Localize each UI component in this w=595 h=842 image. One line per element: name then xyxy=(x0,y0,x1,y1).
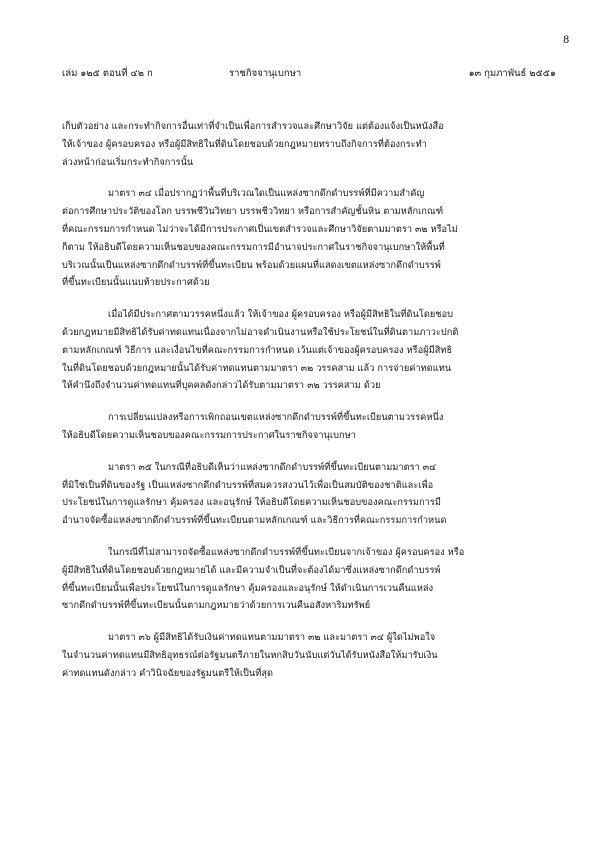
text-line: เมื่อได้มีประกาศตามวรรคหนึ่งแล้ว ให้เจ้าของ ผู้ครอบครอง หรือผู้มีสิทธิในที่ดินโดยชอบ xyxy=(108,309,454,321)
text-line: ให้คำนึงถึงจำนวนค่าทดแทนที่บุคคลดังกล่าวได้รับตามมาตรา ๓๒ วรรคสาม ด้วย xyxy=(62,380,381,392)
paragraph xyxy=(62,118,556,171)
text-line: ในที่ดินโดยชอบด้วยกฎหมายนั้นได้รับค่าทดแทนตามมาตรา ๓๒ วรรคสาม แล้ว การจ่ายค่าทดแทน xyxy=(62,362,452,374)
text-line: ที่ขึ้นทะเบียนนั้นเพื่อประโยชน์ในการดูแลรักษา คุ้มครองและอนุรักษ์ ให้ดำเนินการเวนคืนแหล่ง xyxy=(62,582,434,594)
text-line: อำนาจจัดซื้อแหล่งซากดึกดำบรรพ์ที่ขึ้นทะเบียนตามหลักเกณฑ์ และวิธีการที่คณะกรรมการกำหนด xyxy=(62,515,447,527)
text-line: ผู้มีสิทธิในที่ดินโดยชอบด้วยกฎหมายได้ และมีความจำเป็นที่จะต้องได้มาซึ่งแหล่งซากดึกดำบรรพ์ xyxy=(62,564,441,576)
paragraph xyxy=(62,185,556,292)
text-line: เก็บตัวอย่าง และกระทำกิจการอื่นเท่าที่จำเป็นเพื่อการสำรวจและศึกษาวิจัย แต่ต้องแจ้งเป็นหนังสือ xyxy=(62,121,444,132)
text-line: ประโยชน์ในการดูแลรักษา คุ้มครอง และอนุรักษ์ ให้อธิบดีโดยความเห็นชอบของคณะกรรมการมี xyxy=(62,497,441,509)
paragraph-gap xyxy=(62,292,556,306)
header-volume-issue: เล่ม ๑๒๕ ตอนที่ ๔๒ ก xyxy=(62,68,153,79)
paragraph xyxy=(62,629,556,682)
text-line: ต่อการศึกษาประวัติของโลก บรรพชีวินวิทยา บรรพชีววิทยา หรือการสำคัญชั้นหิน ตามหลักเกณฑ์ xyxy=(62,206,444,218)
text-line: ในกรณีที่ไม่สามารถจัดซื้อแหล่งซากดึกดำบรรพ์ที่ขึ้นทะเบียนจากเจ้าของ ผู้ครอบครอง หรือ xyxy=(108,546,465,558)
text-line: ล่วงหน้าก่อนเริ่มกระทำกิจการนั้น xyxy=(62,156,194,168)
header-gazette-title: ราชกิจจานุเบกษา xyxy=(229,68,302,79)
paragraph-gap xyxy=(62,171,556,185)
paragraph-gap xyxy=(62,530,556,544)
text-line: ด้วยกฎหมายมีสิทธิได้รับค่าทดแทนเนื่องจากไม่อาจดำเนินงานหรือใช้ประโยชน์ในที่ดินตามภาวะปกติ xyxy=(62,326,459,338)
text-line: มาตรา ๓๕ ในกรณีที่อธิบดีเห็นว่าแหล่งซากดึกดำบรรพ์ที่ขึ้นทะเบียนตามมาตรา ๓๔ xyxy=(108,461,437,473)
text-line: ก็ตาม ให้อธิบดีโดยความเห็นชอบของคณะกรรมการมีอำนาจประกาศในราชกิจจานุเบกษาให้พื้นที่ xyxy=(62,241,445,253)
text-line: ในจำนวนค่าทดแทนมีสิทธิอุทธรณ์ต่อรัฐมนตรีภายในหกสิบวันนับแต่วันได้รับหนังสือให้มารับเงิน xyxy=(62,649,438,661)
text-line: ให้เจ้าของ ผู้ครอบครอง หรือผู้มีสิทธิในที่ดินโดยชอบด้วยกฎหมายทราบถึงกิจการที่ต้องกระทำ xyxy=(62,138,427,150)
paragraph-gap xyxy=(62,615,556,629)
text-line: การเปลี่ยนแปลงหรือการเพิกถอนเขตแหล่งซากดึกดำบรรพ์ที่ขึ้นทะเบียนตามวรรคหนึ่ง xyxy=(108,412,444,424)
paragraph xyxy=(62,409,556,445)
text-line: ซากดึกดำบรรพ์ที่ขึ้นทะเบียนนั้นตามกฎหมายว่าด้วยการเวนคืนอสังหาริมทรัพย์ xyxy=(62,600,371,612)
page-header xyxy=(62,67,556,81)
header-date: ๑๓ กุมภาพันธ์ ๒๕๕๑ xyxy=(468,68,556,79)
text-line: ให้อธิบดีโดยความเห็นชอบของคณะกรรมการประกาศในราชกิจจานุเบกษา xyxy=(62,429,356,441)
text-line: ที่คณะกรรมการกำหนด ไม่ว่าจะได้มีการประกาศเป็นเขตสำรวจและศึกษาวิจัยตามมาตรา ๓๒ หรือไม่ xyxy=(62,223,458,235)
paragraph xyxy=(62,544,556,615)
text-line: ตามหลักเกณฑ์ วิธีการ และเงื่อนไขที่คณะกรรมการกำหนด เว้นแต่เจ้าของผู้ครอบครอง หรือผู้มีสิทธิ xyxy=(62,344,453,356)
text-line: บริเวณนั้นเป็นแหล่งซากดึกดำบรรพ์ที่ขึ้นทะเบียน พร้อมด้วยแผนที่แสดงเขตแหล่งซากดึกดำบรรพ์ xyxy=(62,259,441,271)
text-line: ที่ขึ้นทะเบียนนั้นแนบท้ายประกาศด้วย xyxy=(62,277,210,289)
paragraph xyxy=(62,306,556,395)
text-line: มาตรา ๓๖ ผู้มีสิทธิได้รับเงินค่าทดแทนตามมาตรา ๓๒ และมาตรา ๓๔ ผู้ใดไม่พอใจ xyxy=(108,632,436,644)
text-line: ค่าทดแทนดังกล่าว คำวินิจฉัยของรัฐมนตรีให้เป็นที่สุด xyxy=(62,667,274,679)
paragraph xyxy=(62,459,556,530)
document-body xyxy=(62,118,556,683)
paragraph-gap xyxy=(62,395,556,409)
paragraph-gap xyxy=(62,445,556,459)
page-number: 8 xyxy=(563,35,570,46)
text-line: มาตรา ๓๔ เมื่อปรากฏว่าพื้นที่บริเวณใดเป็นแหล่งซากดึกดำบรรพ์ที่มีความสำคัญ xyxy=(108,188,425,200)
text-line: ที่มิใช่เป็นที่ดินของรัฐ เป็นแหล่งซากดึกดำบรรพ์ที่สมควรสงวนไว้เพื่อเป็นสมบัติของชาติและเพื่อ xyxy=(62,479,434,491)
